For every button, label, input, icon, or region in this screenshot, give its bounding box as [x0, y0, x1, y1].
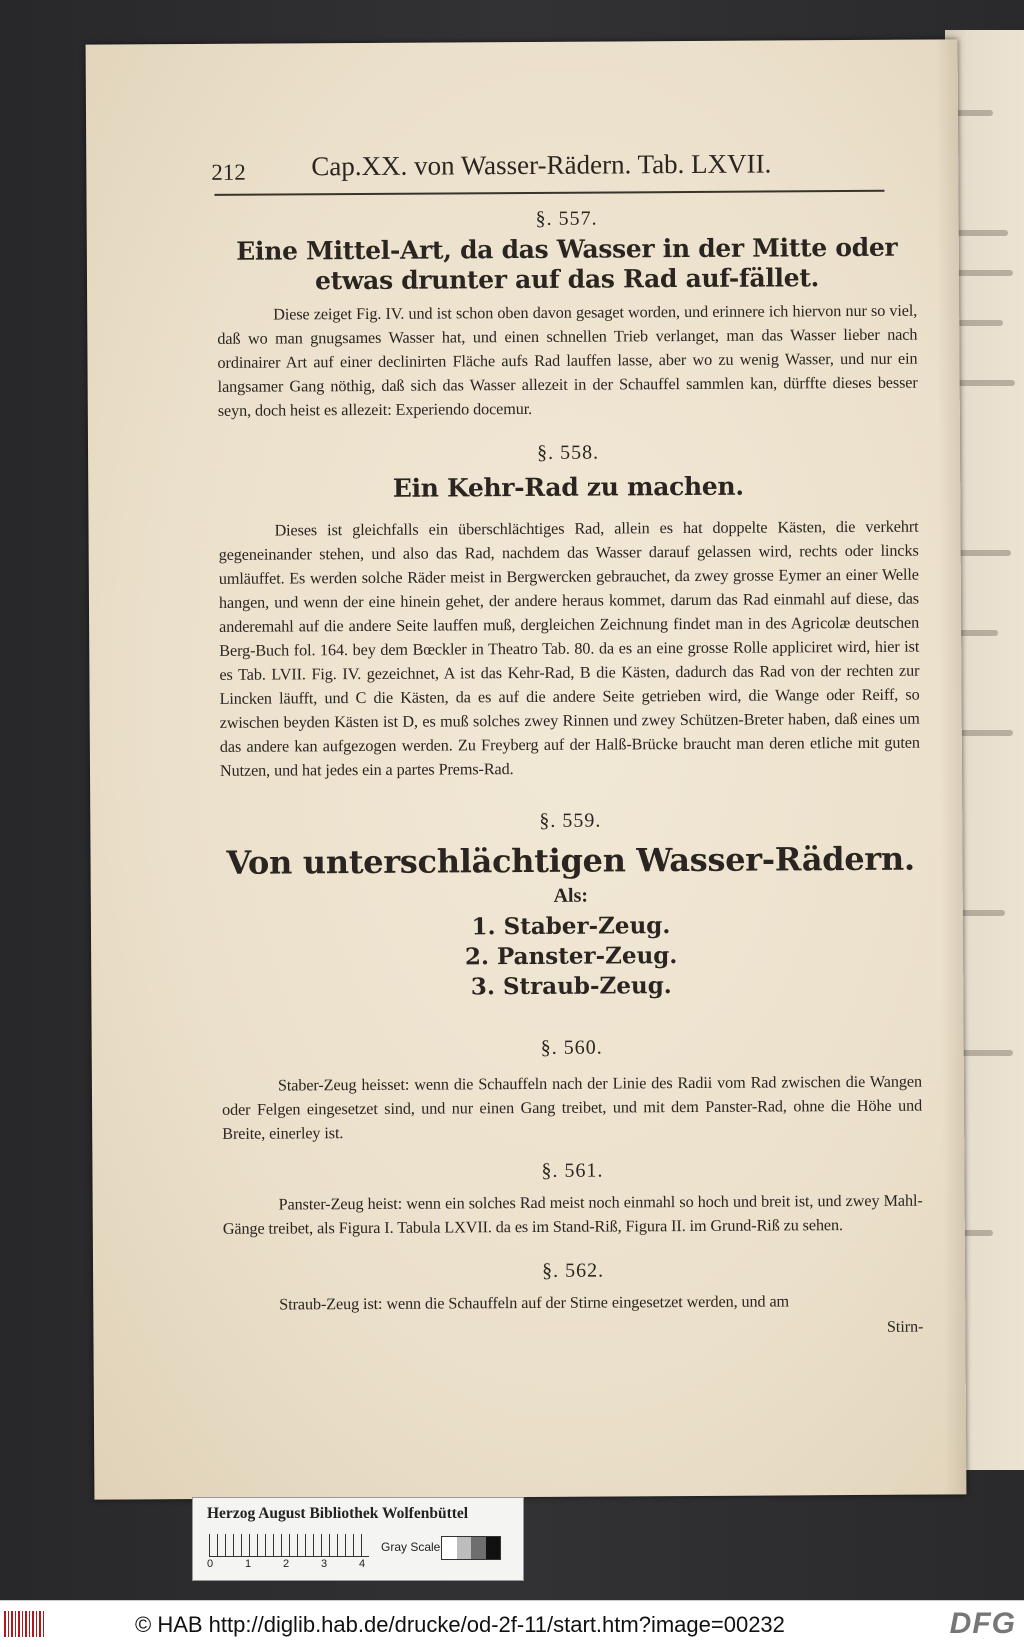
- scale-card: [192, 1497, 524, 1581]
- list-item: 1. Staber-Zeug.: [471, 912, 671, 941]
- section-text: Staber-Zeug heisset: wenn die Schauffeln nach der Linie des Radii vom Rad zwischen die Wangen oder Felgen eingesetzet sind, und nur einen Gang treibet, und mit dem Panster-Rad, ohne die Höhe und Breite, einerley ist.: [222, 1072, 923, 1143]
- ruler-labels: [207, 1558, 387, 1574]
- section-number: §. 557.: [535, 207, 598, 230]
- gray-swatch: [471, 1537, 486, 1559]
- gray-swatch: [442, 1537, 457, 1559]
- page-number: 212: [211, 159, 246, 185]
- section-text: Dieses ist gleichfalls ein überschlächtiges Rad, allein es hat doppelte Kästen, die verkehrt gegeneinander stehen, und also das Rad, nachdem das Wasser darauf gelassen wird, rechts oder lincks umläuffet. Es werden solche Räder meist in Bergwercken gebrauchet, da zwey grosse Eymer an einer Welle hangen, und wenn der eine hinein gehet, der andere heraus kommet, darum das Rad einmahl auf diese, das anderemahl auf die andere Seite lauffen muß, dergleichen Zeichnung findet man in des Agricolæ deutschen Berg-Buch fol. 164. bey dem Bœckler in Theatro Tab. 80. da es an eine grosse Rolle appliciret wird, hier ist es Tab. LVII. Fig. IV. gezeichnet, A ist das Kehr-Rad, B die Kästen, dadurch das Rad von der rechten zur Lincken läufft, und C die Kästen, da es auf die andere Seite getrieben wird, die Wange oder Reiff, so zwischen beyden Kästen ist D, es muß solches zwey Rinnen und zwey Schützen-Breter haben, daß eines um das andere kan aufgezogen werden. Zu Freyberg auf der Halß-Brücke braucht man deren etliche mit guten Nutzen, und hat jedes ein a partes Prems-Rad.: [218, 517, 920, 780]
- gray-swatch: [457, 1537, 472, 1559]
- footer-bar: [0, 1600, 1024, 1647]
- list-heading: Als:: [553, 884, 589, 907]
- section-number: §. 558.: [536, 441, 600, 464]
- book-page: [86, 39, 967, 1499]
- ruler: [209, 1534, 369, 1557]
- section-text: Straub-Zeug ist: wenn die Schauffeln auf der Stirne eingesetzet werden, und am: [279, 1292, 790, 1314]
- ruler-label: 3: [321, 1558, 328, 1570]
- library-name: Herzog August Bibliothek Wolfenbüttel: [207, 1505, 469, 1522]
- running-head: [211, 148, 891, 192]
- ruler-label: 4: [359, 1558, 366, 1570]
- section-558: [218, 440, 920, 783]
- gray-swatch: [486, 1537, 501, 1559]
- hab-logo-icon: [4, 1611, 46, 1637]
- ruler-label: 0: [207, 1558, 214, 1570]
- section-560: [222, 1035, 923, 1146]
- section-number: §. 560.: [540, 1036, 603, 1059]
- catchword: Stirn-: [886, 1318, 924, 1336]
- section-562: [223, 1258, 924, 1336]
- section-text: Panster-Zeug heist: wenn ein solches Rad meist noch einmahl so hoch und breit ist, und zwey Mahl-Gänge treibet, als Figura I. Tabula LXVII. da es im Stand-Riß, Figura II. im Grund-Riß zu sehen.: [222, 1191, 923, 1238]
- ruler-label: 1: [245, 1558, 252, 1570]
- running-title: Cap.XX. von Wasser-Rädern. Tab. LXVII.: [311, 148, 772, 182]
- footer-url[interactable]: © HAB http://diglib.hab.de/drucke/od-2f-11/start.htm?image=00232: [135, 1612, 785, 1637]
- section-559: [220, 808, 921, 1004]
- gray-scale-swatches: [441, 1536, 501, 1560]
- ruler-label: 2: [283, 1558, 290, 1570]
- list-item: 2. Panster-Zeug.: [464, 942, 678, 971]
- section-number: §. 561.: [541, 1159, 604, 1182]
- section-heading: Von unterschlächtigen Wasser-Rädern.: [226, 839, 915, 882]
- section-557: [217, 206, 918, 423]
- list-item: 3. Straub-Zeug.: [470, 972, 672, 1001]
- section-heading: Eine Mittel-Art, da das Wasser in der Mitte oder etwas drunter auf das Rad auf-fället.: [236, 232, 898, 296]
- dfg-logo-icon: DFG: [949, 1607, 1016, 1640]
- section-number: §. 562.: [541, 1259, 605, 1282]
- section-text: Diese zeiget Fig. IV. und ist schon oben davon gesaget worden, und erinnere ich hiervon nur so viel, daß wo man gnugsames Wasser hat, und einen schnellen Trieb verlanget, man das Wasser lieber nach ordinairer Art auf einer declinirten Fläche aufs Rad lauffen lasse, aber wo zu wenig Wasser, und nur ein langsamer Gang nöthig, daß sich das Wasser allezeit in der Schauffel sammlen kan, dürffte dieses besser seyn, doch heist es allezeit: Experiendo docemur.: [217, 301, 918, 420]
- gray-scale-label: Gray Scale: [381, 1540, 441, 1554]
- section-561: [222, 1158, 922, 1241]
- section-number: §. 559.: [539, 809, 602, 832]
- section-heading: Ein Kehr-Rad zu machen.: [392, 471, 744, 503]
